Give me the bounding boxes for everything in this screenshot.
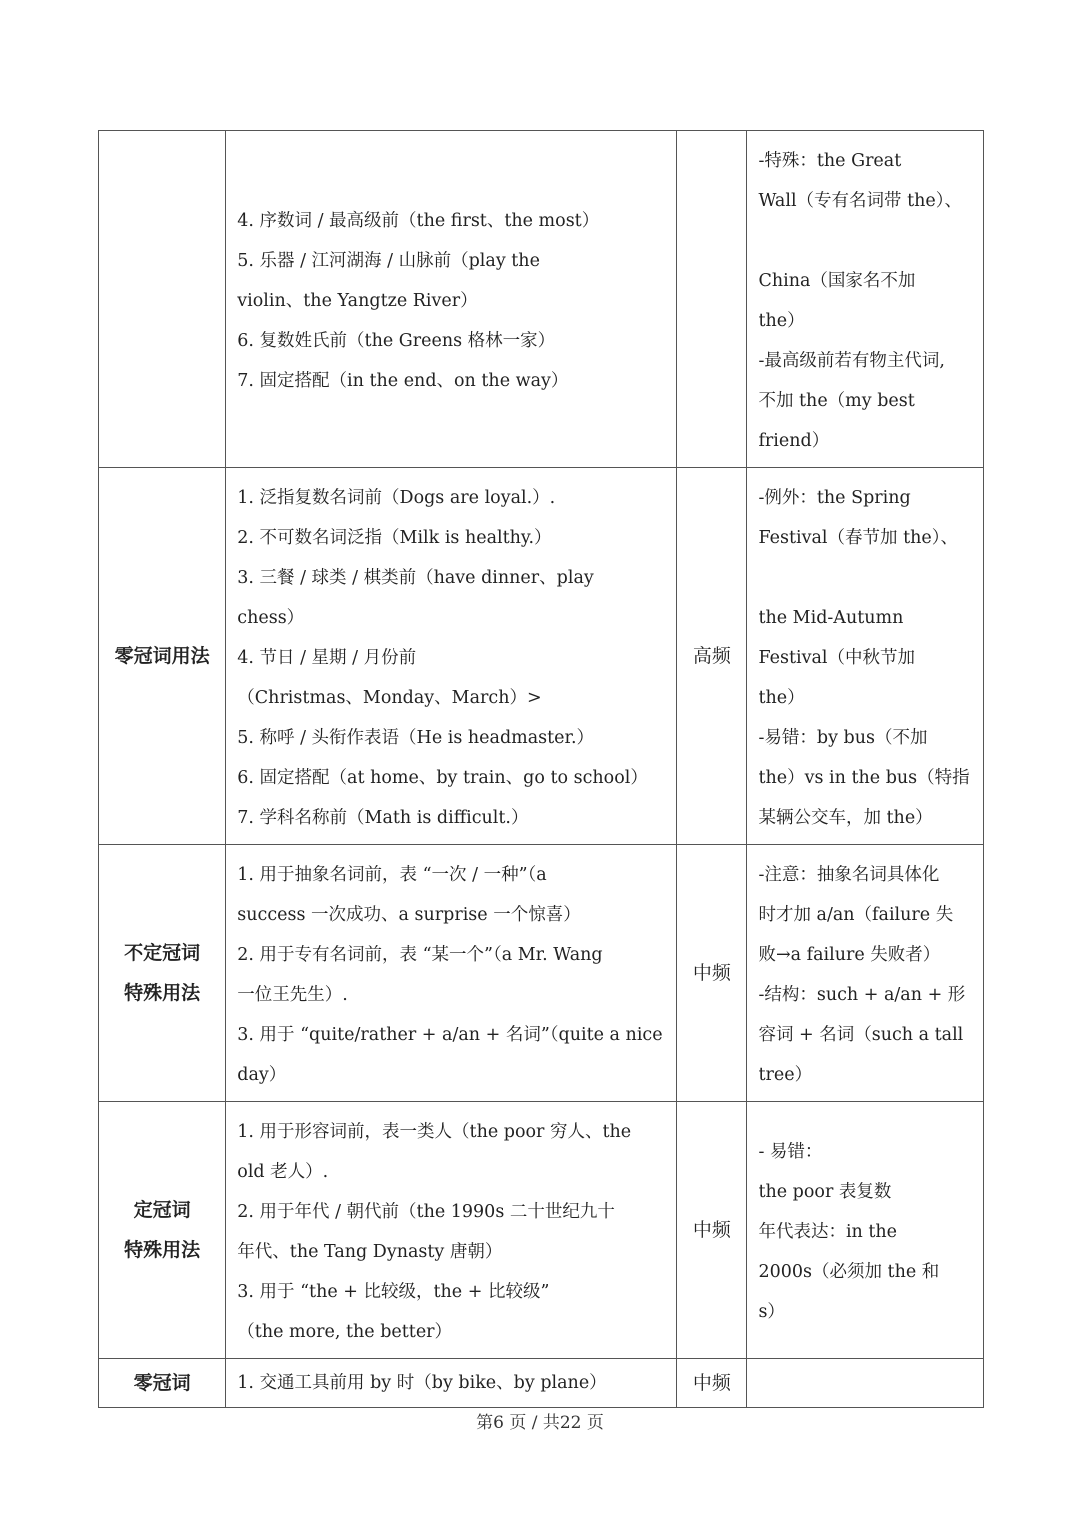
frequency-cell <box>677 1359 747 1408</box>
usage-line: 3. 用于 “the + 比较级，the + 比较级” <box>237 1282 550 1302</box>
usage-cell <box>226 1102 677 1359</box>
category-cell <box>99 1102 226 1359</box>
article-usage-table <box>98 130 984 1408</box>
note-line: China（国家名不加 <box>758 271 916 291</box>
frequency-cell <box>677 468 747 845</box>
note-line: -最高级前若有物主代词, <box>758 351 945 371</box>
usage-line: 1. 用于抽象名词前，表 “一次 / 一种”（a <box>237 865 547 885</box>
note-line: 年代表达：in the <box>758 1222 898 1242</box>
frequency-label: 中频 <box>692 1372 731 1394</box>
category-cell <box>99 845 226 1102</box>
frequency-cell <box>677 131 747 468</box>
note-line: Festival（春节加 the）、 <box>758 528 958 548</box>
note-line: tree） <box>758 1065 813 1085</box>
usage-cell <box>226 845 677 1102</box>
note-line: -易错：by bus（不加 <box>758 728 928 748</box>
note-line: the poor 表复数 <box>758 1182 892 1202</box>
notes-cell <box>747 845 984 1102</box>
table-row <box>99 1102 984 1359</box>
usage-line: 4. 序数词 / 最高级前（the first、the most） <box>237 211 600 231</box>
note-line: 败→a failure 失败者） <box>758 945 941 965</box>
frequency-cell <box>677 845 747 1102</box>
usage-line: chess） <box>237 608 305 628</box>
usage-line: 1. 用于形容词前，表一类人（the poor 穷人、the <box>237 1122 632 1142</box>
frequency-label: 中频 <box>692 1219 731 1241</box>
notes-cell <box>747 131 984 468</box>
usage-line: 2. 不可数名词泛指（Milk is healthy.） <box>237 528 552 548</box>
note-line: -注意：抽象名词具体化 <box>758 865 940 885</box>
note-line: the） <box>758 688 805 708</box>
usage-line: 1. 泛指复数名词前（Dogs are loyal.）. <box>237 488 556 508</box>
category-label: 不定冠词 <box>124 942 201 964</box>
note-line: the） <box>758 311 805 331</box>
note-line: friend） <box>758 431 830 451</box>
note-line: the）vs in the bus（特指 <box>758 768 970 788</box>
usage-cell <box>226 468 677 845</box>
note-line: -例外：the Spring <box>758 488 911 508</box>
category-cell <box>99 1359 226 1408</box>
usage-line: 6. 固定搭配（at home、by train、go to school） <box>237 768 648 788</box>
table-row <box>99 468 984 845</box>
table-row <box>99 1359 984 1408</box>
usage-line: 2. 用于专有名词前，表 “某一个”（a Mr. Wang <box>237 945 603 965</box>
category-cell <box>99 131 226 468</box>
category-label: 特殊用法 <box>124 1239 201 1261</box>
category-cell <box>99 468 226 845</box>
notes-cell <box>747 468 984 845</box>
notes-cell <box>747 1102 984 1359</box>
usage-cell <box>226 1359 677 1408</box>
table-row <box>99 131 984 468</box>
usage-line: 5. 乐器 / 江河湖海 / 山脉前（play the <box>237 251 540 271</box>
category-label: 特殊用法 <box>124 982 201 1004</box>
note-line <box>758 221 977 261</box>
note-line: 时才加 a/an（failure 失 <box>758 905 954 925</box>
usage-line: day） <box>237 1065 287 1085</box>
note-line: 容词 + 名词（such a tall <box>758 1025 964 1045</box>
usage-line: 2. 用于年代 / 朝代前（the 1990s 二十世纪九十 <box>237 1202 615 1222</box>
category-label: 定冠词 <box>133 1199 191 1221</box>
usage-line: 6. 复数姓氏前（the Greens 格林一家） <box>237 331 556 351</box>
category-label: 零冠词用法 <box>114 645 210 667</box>
usage-line: success 一次成功、a surprise 一个惊喜） <box>237 905 581 925</box>
frequency-label: 高频 <box>692 645 731 667</box>
usage-line: （Christmas、Monday、March）> <box>237 688 542 708</box>
note-line: -特殊：the Great <box>758 151 902 171</box>
usage-line: 年代、the Tang Dynasty 唐朝） <box>237 1242 503 1262</box>
note-line: the Mid-Autumn <box>758 608 904 628</box>
usage-line: 7. 学科名称前（Math is difficult.） <box>237 808 529 828</box>
note-line: Festival（中秋节加 <box>758 648 916 668</box>
table-row <box>99 845 984 1102</box>
usage-cell <box>226 131 677 468</box>
note-line: -结构：such + a/an + 形 <box>758 985 966 1005</box>
note-line: 某辆公交车，加 the） <box>758 808 933 828</box>
usage-line: old 老人）. <box>237 1162 329 1182</box>
note-line: 2000s（必须加 the 和 <box>758 1262 940 1282</box>
frequency-cell <box>677 1102 747 1359</box>
note-line <box>758 558 977 598</box>
note-line: - 易错： <box>758 1142 823 1162</box>
usage-line: 1. 交通工具前用 by 时（by bike、by plane） <box>237 1373 607 1393</box>
usage-line: （the more, the better） <box>237 1322 453 1342</box>
note-line: 不加 the（my best <box>758 391 915 411</box>
usage-line: 一位王先生）. <box>237 985 348 1005</box>
usage-line: 3. 用于 “quite/rather + a/an + 名词”（quite a nice <box>237 1025 663 1045</box>
usage-line: 4. 节日 / 星期 / 月份前 <box>237 648 417 668</box>
usage-line: violin、the Yangtze River） <box>237 291 478 311</box>
note-line: Wall（专有名词带 the）、 <box>758 191 963 211</box>
page-footer: 第6 页 / 共22 页 <box>476 1413 604 1433</box>
frequency-label: 中频 <box>692 962 731 984</box>
category-label: 零冠词 <box>133 1372 191 1394</box>
usage-line: 5. 称呼 / 头衔作表语（He is headmaster.） <box>237 728 595 748</box>
usage-line: 7. 固定搭配（in the end、on the way） <box>237 371 569 391</box>
note-line: s） <box>758 1302 785 1322</box>
usage-line: 3. 三餐 / 球类 / 棋类前（have dinner、play <box>237 568 594 588</box>
notes-cell <box>747 1359 984 1408</box>
